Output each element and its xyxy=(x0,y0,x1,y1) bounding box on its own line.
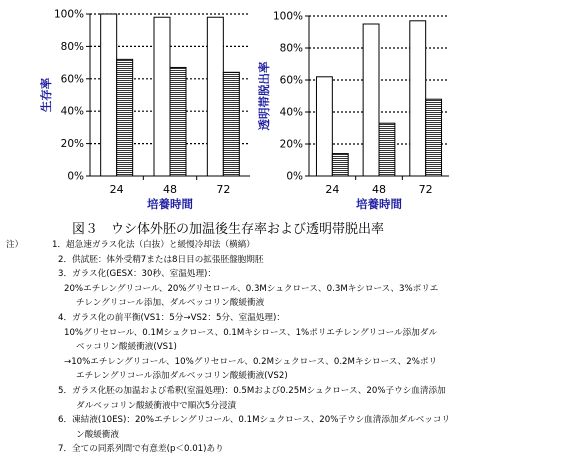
x-tick-label: 24 xyxy=(325,183,340,196)
figure-notes xyxy=(6,238,561,457)
y-tick-label: 100% xyxy=(272,10,303,23)
survival-rate-chart xyxy=(39,9,250,212)
x-tick-label: 72 xyxy=(216,183,231,196)
y-tick-label: 20% xyxy=(60,138,84,151)
bar-white xyxy=(316,77,332,176)
note-6: 6．凍結液(10ES)：20%エチレングリコール、0.1Mシュクロース、20%子ウシ血清添加ダルベッコリ xyxy=(58,415,451,426)
note-7: 7．全ての同系列間で有意差(p＜0.01)あり xyxy=(58,444,224,455)
notes-label: 注） xyxy=(6,240,24,250)
note-2: 2．供試胚：体外受精7または8日目の拡張胚盤胞期胚 xyxy=(58,254,264,265)
note-4-detail-d: エチレングリコール添加ダルベッコリン酸緩衝液(VS2) xyxy=(76,371,288,382)
bar-white xyxy=(363,24,379,176)
figure-charts xyxy=(0,0,563,225)
y-axis-label: 生存率 xyxy=(39,77,53,113)
y-tick-label: 60% xyxy=(60,73,84,86)
y-tick-label: 80% xyxy=(279,42,303,55)
figure-caption: 図３ ウシ体外胚の加温後生存率および透明帯脱出率 xyxy=(72,222,385,237)
note-4: 4．ガラス化の前平衡(VS1：5分→VS2：5分、室温処理)： xyxy=(58,312,285,323)
note-3-detail-b: チレングリコール添加、ダルベッコリン酸緩衝液 xyxy=(76,298,265,309)
y-tick-label: 60% xyxy=(279,74,303,87)
x-tick-label: 72 xyxy=(418,183,433,196)
note-5-detail: ダルベッコリン酸緩衝液中で順次5分浸漬 xyxy=(76,400,237,411)
note-5: 5．ガラス化胚の加温および希釈(室温処理)：0.5Mおよび0.25Mシュクロース、20%子ウシ血清添加 xyxy=(58,385,446,396)
bar-white xyxy=(154,17,170,176)
x-axis-label: 培養時間 xyxy=(147,197,193,211)
x-tick-label: 48 xyxy=(372,183,386,196)
bar-white xyxy=(207,17,223,176)
y-tick-label: 40% xyxy=(60,105,84,118)
y-tick-label: 40% xyxy=(279,106,303,119)
note-1: 注） 1．超急速ガラス化法（白抜）と緩慢冷却法（横縞） xyxy=(6,238,561,253)
x-axis-label: 培養時間 xyxy=(356,197,402,211)
bar-white xyxy=(410,21,426,176)
bar-hatched xyxy=(332,154,348,176)
bar-hatched xyxy=(170,67,186,176)
x-tick-label: 24 xyxy=(109,183,124,196)
note-3-detail-a: 20%エチレングリコール、20%グリセロール、0.3Mシュクロース、0.3Mキシロース、3%ポリエ xyxy=(64,283,439,294)
note-6-detail: ン酸緩衝液 xyxy=(76,429,119,440)
note-3: 3．ガラス化(GESX：30秒、室温処理)： xyxy=(58,269,217,280)
bar-white xyxy=(101,14,117,176)
x-tick-label: 48 xyxy=(163,183,177,196)
bar-hatched xyxy=(379,123,395,176)
y-tick-label: 80% xyxy=(60,40,84,53)
y-tick-label: 0% xyxy=(67,170,84,183)
hatching-rate-chart xyxy=(257,11,449,212)
y-axis-label: 透明帯脱出率 xyxy=(257,61,271,131)
note-4-detail-b: ベッコリン酸緩衝液(VS1) xyxy=(76,342,177,353)
y-tick-label: 100% xyxy=(53,8,84,21)
bar-hatched xyxy=(117,59,133,176)
bar-hatched xyxy=(223,72,239,176)
note-4-detail-c: →10%エチレングリコール、10%グリセロール、0.2Mシュクロース、0.2Mキシロース、2%ポリ xyxy=(64,356,438,367)
y-tick-label: 20% xyxy=(279,138,303,151)
y-tick-label: 0% xyxy=(286,170,303,183)
note-4-detail-a: 10%グリセロール、0.1Mシュクロース、0.1Mキシロース、1%ポリエチレングリコール添加ダル xyxy=(64,327,438,338)
bar-hatched xyxy=(426,99,442,176)
